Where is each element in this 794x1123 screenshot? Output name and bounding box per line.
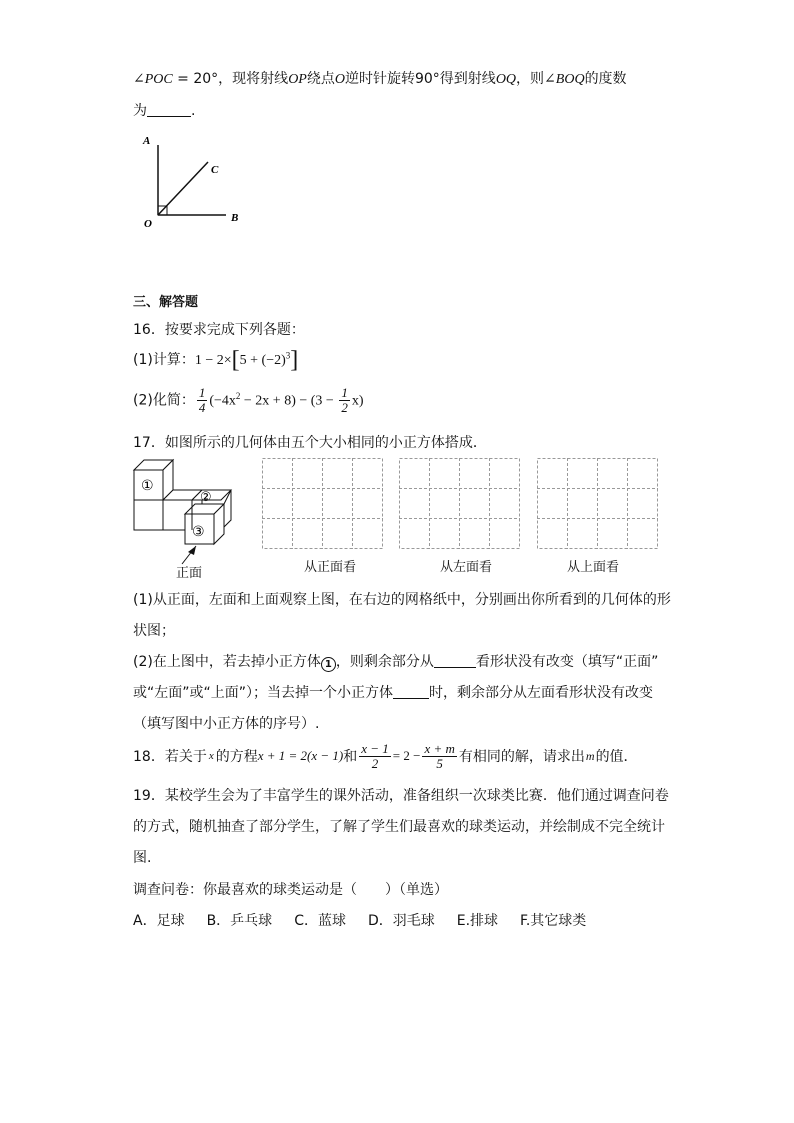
- cube-base-1: [134, 500, 163, 530]
- math: 5 + (−2): [239, 353, 286, 368]
- text: (1)计算：: [133, 352, 195, 368]
- text: 18．若关于: [133, 749, 207, 765]
- label-a: A: [143, 135, 151, 147]
- q16-part1: [133, 347, 298, 374]
- text: 看形状没有改变（填写“正面”: [475, 654, 659, 670]
- angle-boq: ∠BOQ: [544, 72, 585, 87]
- q17-p2-line3: （填写图中小正方体的序号）.: [133, 716, 320, 732]
- text: 的度数: [584, 71, 627, 87]
- text: (2)在上图中，若去掉小正方体: [133, 654, 321, 670]
- q16-part2: [133, 386, 363, 415]
- cube-3-label: ③: [192, 524, 205, 540]
- q19-line1: 19．某校学生会为了丰富学生的课外活动，准备组织一次球类比赛．他们通过调查问卷: [133, 788, 669, 804]
- circled-1: 1: [321, 657, 336, 672]
- section-heading: 三、解答题: [133, 295, 199, 310]
- text: .: [191, 103, 196, 119]
- grid-top[interactable]: [537, 458, 659, 550]
- option-e: E.排球: [456, 913, 499, 929]
- q19-survey: 调查问卷：你最喜欢的球类运动是（ ）（单选）: [133, 882, 448, 898]
- numerator: 1: [341, 385, 348, 400]
- exponent: 2: [235, 390, 241, 401]
- text: 的值．: [595, 749, 638, 765]
- q16-stem: 16．按要求完成下列各题：: [133, 322, 305, 338]
- bracket: [: [231, 347, 240, 373]
- denominator: 5: [436, 755, 443, 771]
- ray-oc: [158, 162, 208, 215]
- q17-p1-line1: (1)从正面，左面和上面观察上图，在右边的网格纸中，分别画出你所看到的几何体的形: [133, 592, 671, 608]
- option-b: B．乒乓球: [206, 913, 273, 929]
- grid-label-left: 从左面看: [440, 559, 493, 574]
- q19-line3: 图.: [133, 850, 152, 866]
- q18: [133, 740, 638, 772]
- denominator: 2: [371, 755, 379, 771]
- denominator: 4: [198, 400, 206, 415]
- cube-2-label: ②: [200, 490, 212, 505]
- grid-label-top: 从上面看: [567, 559, 620, 574]
- grid-label-front: 从正面看: [304, 559, 357, 574]
- text: 的方程: [215, 749, 258, 765]
- arrow-head: [188, 546, 196, 555]
- text: ，则: [516, 71, 545, 87]
- label-b: B: [231, 212, 239, 224]
- fraction-2: [422, 742, 456, 771]
- text: 和: [343, 749, 358, 765]
- fraction: [197, 386, 208, 415]
- numerator: 1: [198, 385, 206, 400]
- cube-1-label: ①: [141, 478, 154, 494]
- text: 有相同的解，请求出: [458, 749, 585, 765]
- label-o: O: [144, 218, 152, 230]
- answer-blank-2[interactable]: [393, 684, 429, 699]
- front-label: 正面: [176, 565, 203, 580]
- answer-blank[interactable]: [147, 102, 191, 117]
- exponent: 3: [285, 350, 291, 361]
- grid-left[interactable]: [399, 458, 521, 550]
- answer-blank-1[interactable]: [434, 653, 476, 668]
- var-x: x: [208, 750, 214, 762]
- text: 绕点: [306, 71, 335, 87]
- point-o: O: [334, 72, 345, 87]
- text: 时，剩余部分从左面看形状没有改变: [429, 685, 654, 701]
- math: (−4x: [209, 393, 236, 409]
- grid-front[interactable]: [262, 458, 384, 550]
- ray-oq: OQ: [495, 72, 517, 87]
- label-c: C: [211, 164, 219, 176]
- text: = 20°，现将射线: [172, 71, 289, 87]
- bracket: ]: [290, 347, 299, 373]
- var-m: m: [585, 748, 595, 763]
- angle-poc: ∠POC: [133, 72, 173, 87]
- ray-op: OP: [288, 72, 307, 87]
- option-a: A．足球: [133, 913, 185, 929]
- math: = 2 −: [392, 748, 421, 763]
- fraction: [339, 386, 350, 415]
- equation-1: x + 1 = 2(x − 1): [257, 748, 344, 763]
- text: 逆时针旋转90°得到射线: [344, 71, 496, 87]
- numerator: x + m: [424, 740, 455, 756]
- q17-p1-line2: 状图；: [133, 623, 175, 639]
- q15-line1: [133, 68, 627, 88]
- text: 为: [133, 103, 147, 119]
- q17-p2-line1: [133, 651, 658, 672]
- q19-options: [133, 910, 608, 930]
- text: 或“左面”或“上面”）；当去掉一个小正方体: [133, 685, 394, 701]
- angle-figure: [138, 130, 248, 230]
- text: (2)化简：: [133, 392, 195, 409]
- option-f: F.其它球类: [520, 913, 587, 929]
- q15-line2: [133, 100, 195, 120]
- math: 1 − 2×: [194, 353, 232, 368]
- option-c: C．蓝球: [294, 913, 346, 929]
- q17-p2-line2: [133, 682, 653, 702]
- numerator: x − 1: [361, 740, 389, 756]
- text: ，则剩余部分从: [335, 654, 434, 670]
- math: − 2x + 8) − (3 −: [240, 393, 338, 409]
- option-d: D．羽毛球: [367, 913, 435, 929]
- denominator: 2: [341, 400, 348, 415]
- math: x): [351, 393, 364, 409]
- q17-stem: 17．如图所示的几何体由五个大小相同的小正方体搭成．: [133, 435, 487, 451]
- q19-line2: 的方式，随机抽查了部分学生，了解了学生们最喜欢的球类运动，并绘制成不完全统计: [133, 819, 665, 835]
- fraction-1: [359, 742, 391, 771]
